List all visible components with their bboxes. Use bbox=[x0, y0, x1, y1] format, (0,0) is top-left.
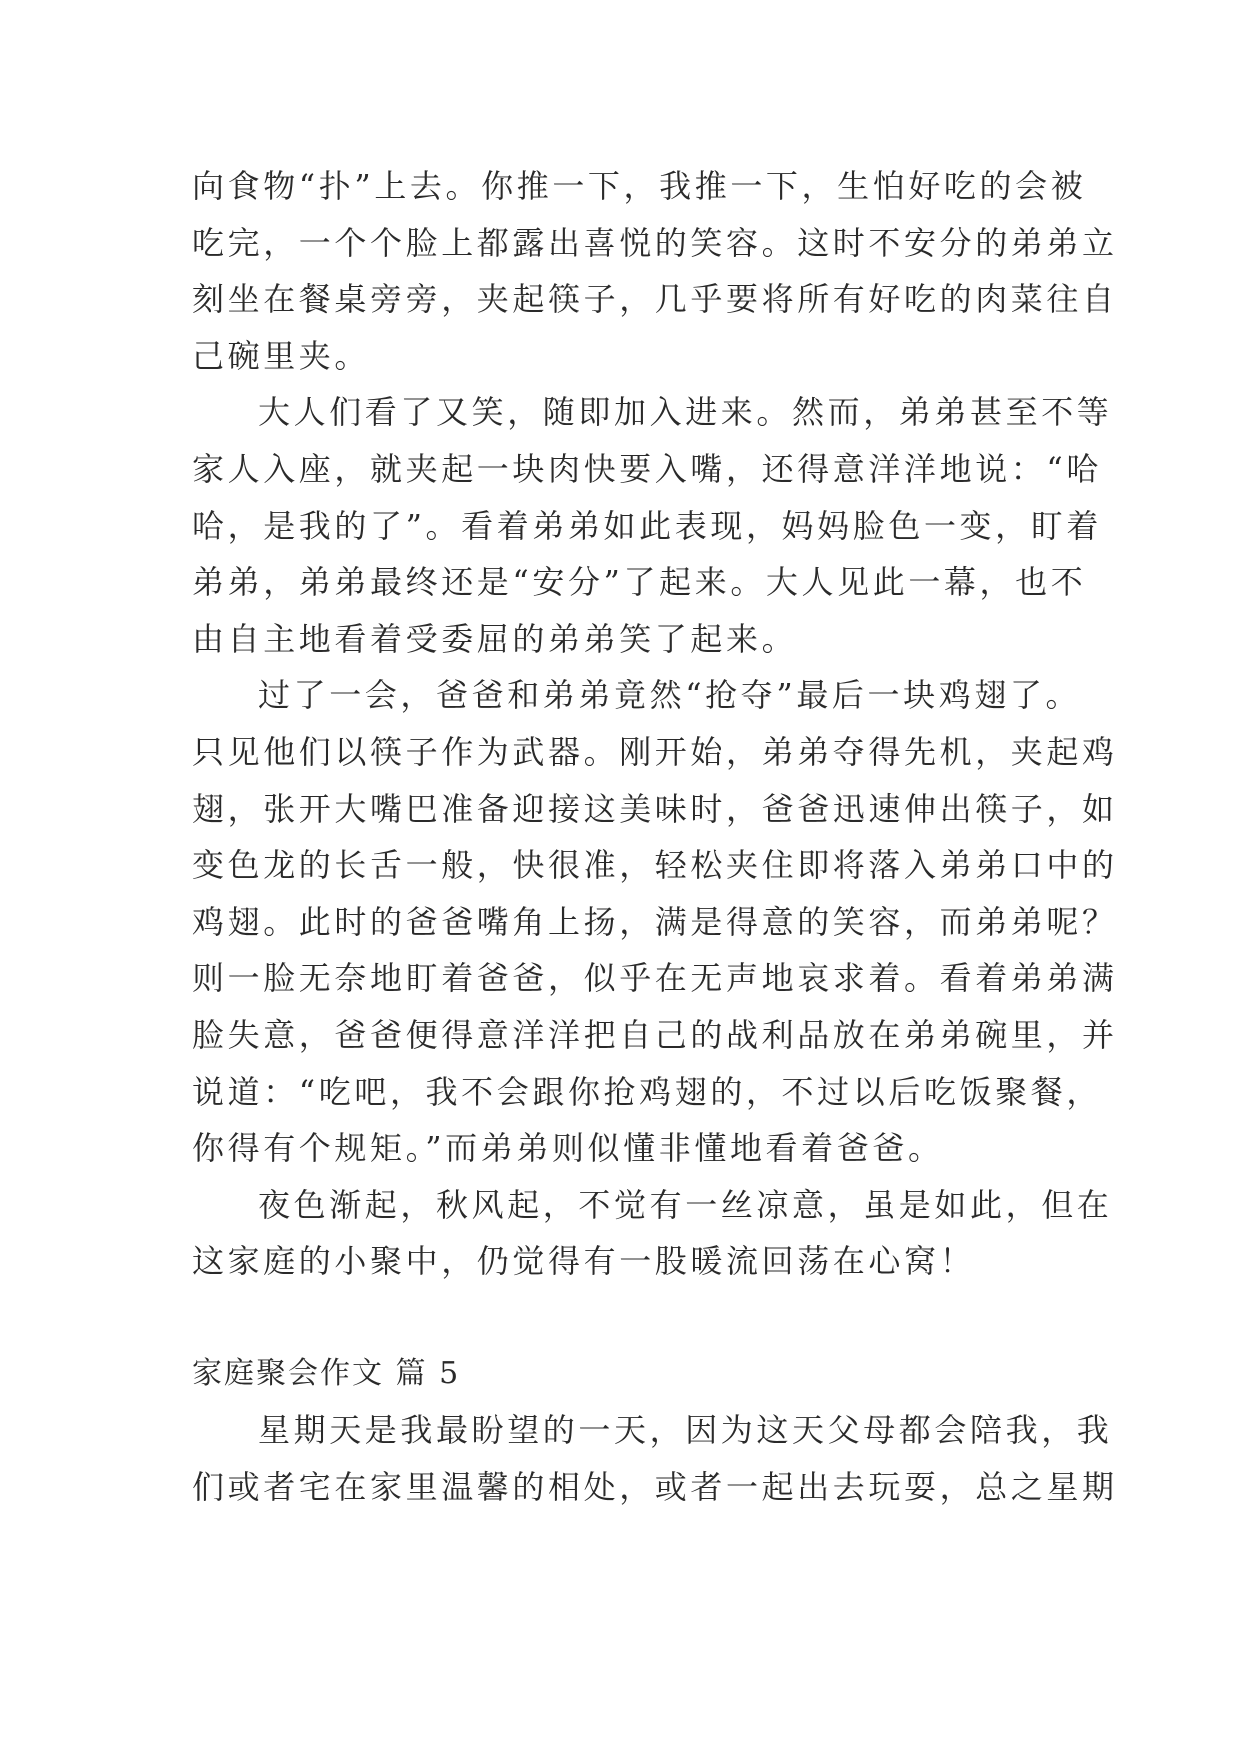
paragraph-1 bbox=[192, 158, 1118, 384]
text-line: 说道：“吃吧，我不会跟你抢鸡翅的，不过以后吃饭聚餐， bbox=[192, 1072, 1102, 1111]
text-line: 只见他们以筷子作为武器。刚开始，弟弟夺得先机，夹起鸡 bbox=[192, 732, 1118, 771]
section-spacer bbox=[192, 1290, 1072, 1346]
text-line: 由自主地看着受委屈的弟弟笑了起来。 bbox=[192, 619, 798, 658]
paragraph-3 bbox=[192, 667, 1118, 1176]
text-line: 哈，是我的了”。看着弟弟如此表现，妈妈脸色一变，盯着 bbox=[192, 506, 1102, 545]
text-line: 过了一会，爸爸和弟弟竟然“抢夺”最后一块鸡翅了。 bbox=[258, 676, 1082, 715]
section-heading: 家庭聚会作文 篇 5 bbox=[192, 1355, 461, 1391]
paragraph-2 bbox=[192, 384, 1113, 667]
text-line: 吃完，一个个脸上都露出喜悦的笑容。这时不安分的弟弟立 bbox=[192, 223, 1118, 262]
document-body bbox=[192, 158, 1118, 1516]
text-line: 星期天是我最盼望的一天，因为这天父母都会陪我，我 bbox=[258, 1411, 1113, 1450]
text-line: 这家庭的小聚中，仍觉得有一股暖流回荡在心窝！ bbox=[192, 1242, 976, 1281]
text-line: 己碗里夹。 bbox=[192, 336, 371, 375]
paragraph-5 bbox=[192, 1402, 1118, 1515]
text-line: 变色龙的长舌一般，快很准，轻松夹住即将落入弟弟口中的 bbox=[192, 846, 1118, 885]
text-line: 脸失意，爸爸便得意洋洋把自己的战利品放在弟弟碗里，并 bbox=[192, 1015, 1118, 1054]
text-line: 翅，张开大嘴巴准备迎接这美味时，爸爸迅速伸出筷子，如 bbox=[192, 789, 1118, 828]
text-line: 刻坐在餐桌旁旁，夹起筷子，几乎要将所有好吃的肉菜往自 bbox=[192, 280, 1118, 319]
text-line: 向食物“扑”上去。你推一下，我推一下，生怕好吃的会被 bbox=[192, 167, 1087, 205]
text-line: 你得有个规矩。”而弟弟则似懂非懂地看着爸爸。 bbox=[192, 1129, 944, 1168]
text-line: 们或者宅在家里温馨的相处，或者一起出去玩耍，总之星期 bbox=[192, 1468, 1118, 1507]
text-line: 弟弟，弟弟最终还是“安分”了起来。大人见此一幕，也不 bbox=[192, 563, 1087, 602]
text-line: 鸡翅。此时的爸爸嘴角上扬，满是得意的笑容，而弟弟呢？ bbox=[192, 902, 1118, 941]
text-line: 大人们看了又笑，随即加入进来。然而，弟弟甚至不等 bbox=[258, 393, 1113, 432]
text-line: 夜色渐起，秋风起，不觉有一丝凉意，虽是如此，但在 bbox=[258, 1185, 1113, 1224]
text-line: 则一脸无奈地盯着爸爸，似乎在无声地哀求着。看着弟弟满 bbox=[192, 959, 1118, 998]
text-line: 家人入座，就夹起一块肉快要入嘴，还得意洋洋地说：“哈 bbox=[192, 449, 1102, 488]
paragraph-4 bbox=[192, 1177, 1113, 1290]
